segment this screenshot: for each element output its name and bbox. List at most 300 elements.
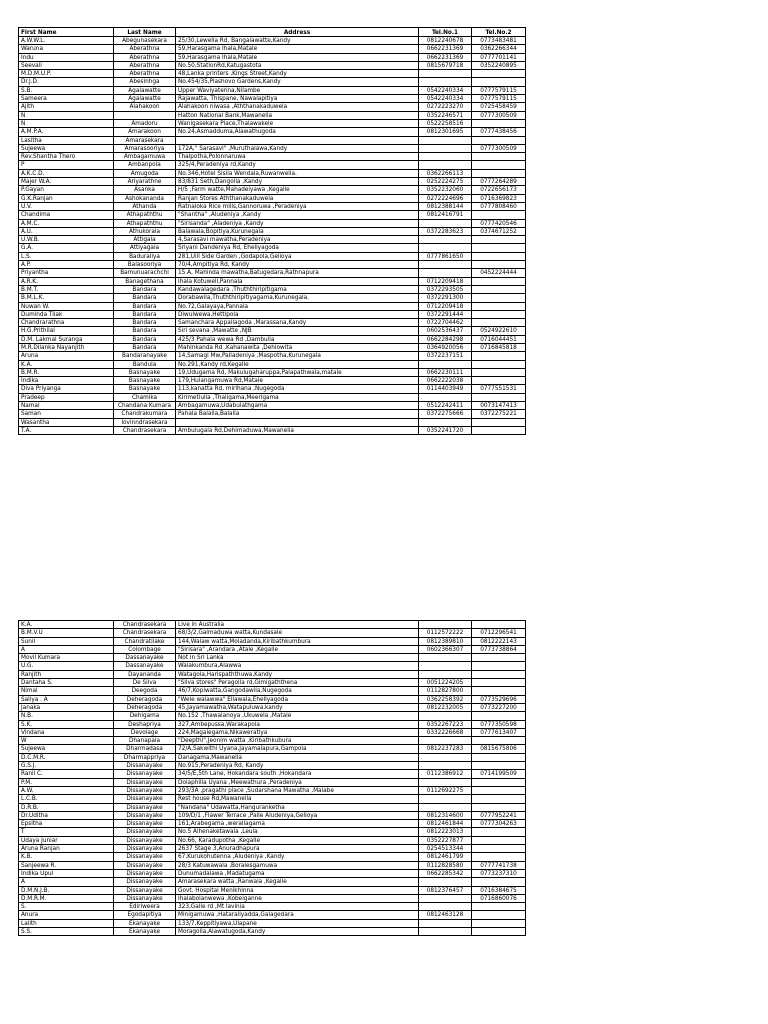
table-row: [19, 820, 526, 828]
tel-1-cell: 0252224275: [419, 178, 472, 186]
table-row: [19, 144, 526, 152]
address-cell: 72/A,Sakwithi Uyana,Jayamalapura,Gampola: [176, 745, 419, 753]
tel-1-cell: [419, 360, 472, 368]
last-name-cell: Amarasooriya: [114, 144, 176, 152]
first-name-cell: Udaya Juniar: [19, 836, 114, 844]
last-name-cell: Bandara: [114, 302, 176, 310]
address-cell: [176, 418, 419, 426]
table-row: [19, 662, 526, 670]
first-name-cell: Ajith: [19, 103, 114, 111]
address-cell: Sriyani Dandeniya Rd, Eheliyagoda: [176, 244, 419, 252]
tel-2-cell: [472, 236, 526, 244]
address-cell: 4,Sarasavi mawatha,Peradeniya: [176, 236, 419, 244]
first-name-cell: A.K.C.D.: [19, 169, 114, 177]
last-name-cell: Bandara: [114, 327, 176, 335]
last-name-cell: Chandrasekara: [114, 629, 176, 637]
tel-1-cell: 0372283623: [419, 227, 472, 235]
tel-1-cell: 0712209418: [419, 302, 472, 310]
tel-2-cell: [472, 352, 526, 360]
address-cell: 293/3A ,pragathi place ,Sudarshana Mawatha ,Malabe: [176, 786, 419, 794]
address-cell: "Sirisara" ,Arandara ,Atale ,Kegalle: [176, 645, 419, 653]
tel-2-cell: [472, 244, 526, 252]
table-row: [19, 927, 526, 935]
last-name-cell: [114, 111, 176, 119]
table-row: [19, 136, 526, 144]
tel-1-cell: 0722704462: [419, 319, 472, 327]
tel-2-cell: 0716369823: [472, 194, 526, 202]
table-row: [19, 861, 526, 869]
address-cell: Mahinkanda Rd ,Kahanawita ,Dehiowita: [176, 343, 419, 351]
first-name-cell: Duminda Tilak: [19, 310, 114, 318]
table-row: [19, 178, 526, 186]
first-name-cell: Aruna: [19, 352, 114, 360]
last-name-cell: Dissanayake: [114, 795, 176, 803]
first-name-cell: D.M.N.J.B.: [19, 886, 114, 894]
last-name-cell: Asanka: [114, 186, 176, 194]
table-row: [19, 368, 526, 376]
tel-1-cell: [419, 670, 472, 678]
last-name-cell: Dissanayake: [114, 886, 176, 894]
table-row: [19, 261, 526, 269]
address-cell: Alahakoon niwasa ,Aththanakaduwela: [176, 103, 419, 111]
last-name-cell: Ashokananda: [114, 194, 176, 202]
first-name-cell: K.A.: [19, 621, 114, 629]
tel-2-cell: [472, 670, 526, 678]
tel-1-cell: 0542240334: [419, 86, 472, 94]
tel-1-cell: 0812376457: [419, 886, 472, 894]
first-name-cell: Janaka: [19, 703, 114, 711]
first-name-cell: P: [19, 161, 114, 169]
tel-2-cell: 0812222143: [472, 637, 526, 645]
last-name-cell: Deegoda: [114, 687, 176, 695]
last-name-cell: Bamunuarachchi: [114, 269, 176, 277]
address-cell: 109/D/1 ,Flawer Terrace ,Palle Aludeniya,Gelioya: [176, 811, 419, 819]
tel-1-cell: 0812416791: [419, 211, 472, 219]
tel-1-cell: 0114403949: [419, 385, 472, 393]
first-name-cell: U.W.B.: [19, 236, 114, 244]
address-cell: Ihalabolanwewa ,Kobeiganne: [176, 894, 419, 902]
last-name-cell: Dissanayake: [114, 853, 176, 861]
last-name-cell: Athapaththu: [114, 211, 176, 219]
address-cell: No.50,StationRd,Katugastota: [176, 61, 419, 69]
tel-1-cell: 0364920056: [419, 343, 472, 351]
first-name-cell: Ranjith: [19, 670, 114, 678]
table-row: [19, 202, 526, 210]
table-row: [19, 645, 526, 653]
first-name-cell: Dr.Uditha: [19, 811, 114, 819]
first-name-cell: T: [19, 828, 114, 836]
tel-1-cell: [419, 778, 472, 786]
address-cell: Not in Sri Lanka: [176, 654, 419, 662]
table-row: [19, 836, 526, 844]
tel-2-cell: [472, 319, 526, 327]
table-row: [19, 236, 526, 244]
table-row: [19, 762, 526, 770]
table-row: [19, 426, 526, 434]
address-cell: 172A," Sarasavi" ,Muruthalawa,Kandy: [176, 144, 419, 152]
tel-2-cell: [472, 261, 526, 269]
address-cell: Watagola,Harispaththuwa,Kandy: [176, 670, 419, 678]
last-name-cell: Chandrakumara: [114, 410, 176, 418]
first-name-cell: H.G.Prithilal: [19, 327, 114, 335]
last-name-cell: Dissanayake: [114, 770, 176, 778]
address-cell: H/5 ,Farm watte,Mahadeiyawa ,Kegalle: [176, 186, 419, 194]
tel-1-cell: [419, 803, 472, 811]
first-name-cell: Waruna: [19, 45, 114, 53]
tel-2-cell: [472, 878, 526, 886]
tel-2-cell: 0712296541: [472, 629, 526, 637]
address-cell: 25/30,Lewella Rd, Bangalawatte,Kandy: [176, 37, 419, 45]
tel-1-cell: 0372291444: [419, 310, 472, 318]
last-name-cell: Deheragoda: [114, 703, 176, 711]
tel-2-cell: 0777579115: [472, 86, 526, 94]
address-cell: 323,Galle rd ,Mt lavinia: [176, 903, 419, 911]
tel-1-cell: 0812388144: [419, 202, 472, 210]
last-name-cell: Deheragoda: [114, 695, 176, 703]
address-cell: 113,kanatta Rd, mirihana ,Nugegoda: [176, 385, 419, 393]
last-name-cell: Dissanayake: [114, 820, 176, 828]
address-cell: 45,Jayamawatha,Watapuluwa,kandy: [176, 703, 419, 711]
table-row: [19, 911, 526, 919]
first-name-cell: M.D.M.U.P.: [19, 70, 114, 78]
table-row: [19, 161, 526, 169]
tel-2-cell: [472, 377, 526, 385]
address-cell: Moragolla,Alawatugoda,Kandy: [176, 927, 419, 935]
last-name-cell: Ekanayake: [114, 919, 176, 927]
address-cell: No.66, Karadupotha ,Kegalle: [176, 836, 419, 844]
last-name-cell: Ambagamuwa: [114, 153, 176, 161]
address-cell: No.454/35,Piashovo Gardens,Kandy: [176, 78, 419, 86]
first-name-cell: Chandima: [19, 211, 114, 219]
tel-1-cell: 0602366307: [419, 645, 472, 653]
table-row: [19, 803, 526, 811]
last-name-cell: Amugoda: [114, 169, 176, 177]
table-row: [19, 45, 526, 53]
first-name-cell: Sameera: [19, 95, 114, 103]
address-cell: No.346,Hotel Sisila Wendala,Ruwanwella.: [176, 169, 419, 177]
address-cell: No.291,Kandy rd,Kegalle: [176, 360, 419, 368]
tel-1-cell: 0272224696: [419, 194, 472, 202]
first-name-cell: G.K.Ranjan: [19, 194, 114, 202]
tel-1-cell: 0112692275: [419, 786, 472, 794]
table-row: [19, 153, 526, 161]
address-cell: Rest house Rd,Mawanella: [176, 795, 419, 803]
address-cell: 46/7,Kopiwatta,Gangodawila,Nugegoda: [176, 687, 419, 695]
address-cell: "Silva stores" Peragolla rd,Gimigaththena: [176, 679, 419, 687]
address-cell: No.5 Alhenaketawala ,Leula: [176, 828, 419, 836]
first-name-cell: S.S.: [19, 927, 114, 935]
last-name-cell: Devolage: [114, 728, 176, 736]
first-name-cell: Anura: [19, 911, 114, 919]
table-row: [19, 679, 526, 687]
table-row: [19, 828, 526, 836]
address-cell: 48,Lanka printers ,Kings Street,Kandy: [176, 70, 419, 78]
table-row: [19, 654, 526, 662]
tel-2-cell: [472, 927, 526, 935]
last-name-cell: Dissanayake: [114, 762, 176, 770]
tel-2-cell: [472, 310, 526, 318]
tel-2-cell: [472, 360, 526, 368]
tel-1-cell: 0352227877: [419, 836, 472, 844]
table-row: [19, 302, 526, 310]
tel-2-cell: [472, 712, 526, 720]
first-name-cell: D.M. Lakmal Suranga: [19, 335, 114, 343]
first-name-cell: Seevali: [19, 61, 114, 69]
tel-2-cell: 0777438456: [472, 128, 526, 136]
first-name-cell: S.K.: [19, 720, 114, 728]
tel-1-cell: 0112386912: [419, 770, 472, 778]
tel-2-cell: [472, 418, 526, 426]
tel-2-cell: [472, 679, 526, 687]
table-row: [19, 227, 526, 235]
tel-1-cell: 0352232060: [419, 186, 472, 194]
tel-1-cell: 0815679718: [419, 61, 472, 69]
tel-2-cell: [472, 919, 526, 927]
first-name-cell: Indika Upul: [19, 869, 114, 877]
table-row: [19, 795, 526, 803]
table-row: [19, 919, 526, 927]
tel-2-cell: 0352240895: [472, 61, 526, 69]
first-name-cell: Nimal: [19, 687, 114, 695]
tel-2-cell: 0374671252: [472, 227, 526, 235]
tel-2-cell: [472, 836, 526, 844]
tel-2-cell: [472, 136, 526, 144]
address-cell: No.152 ,Thawalanoya ,Ukuwela ,Matale: [176, 712, 419, 720]
last-name-cell: Abegunasekara: [114, 37, 176, 45]
address-cell: "Sirisanda" ,Aladeniya ,Kandy: [176, 219, 419, 227]
tel-2-cell: 0777701141: [472, 53, 526, 61]
table-row: [19, 103, 526, 111]
table-row: [19, 128, 526, 136]
table-row: [19, 335, 526, 343]
address-cell: [176, 136, 419, 144]
first-name-cell: A.U.: [19, 227, 114, 235]
table-row: [19, 853, 526, 861]
first-name-cell: Majer W.A.: [19, 178, 114, 186]
table-row: [19, 211, 526, 219]
first-name-cell: Sunil: [19, 637, 114, 645]
first-name-cell: U.V.: [19, 202, 114, 210]
table-row: [19, 95, 526, 103]
tel-1-cell: 0352267223: [419, 720, 472, 728]
first-name-cell: Lalith: [19, 919, 114, 927]
tel-2-cell: [472, 662, 526, 670]
first-name-cell: Dantaha S.: [19, 679, 114, 687]
address-cell: Kandawalagedara ,Thuththiripitigama: [176, 285, 419, 293]
table-row: [19, 310, 526, 318]
tel-2-cell: 0372275221: [472, 410, 526, 418]
address-cell: Pahala Balalla,Balalla: [176, 410, 419, 418]
first-name-cell: Vindana: [19, 728, 114, 736]
tel-1-cell: 0812461844: [419, 820, 472, 828]
tel-1-cell: [419, 161, 472, 169]
table-row: [19, 418, 526, 426]
first-name-cell: K.A.: [19, 360, 114, 368]
tel-1-cell: 0812301695: [419, 128, 472, 136]
tel-2-cell: 0524922610: [472, 327, 526, 335]
last-name-cell: Bandara: [114, 319, 176, 327]
tel-2-cell: [472, 803, 526, 811]
first-name-cell: D.M.R.M.: [19, 894, 114, 902]
tel-1-cell: [419, 136, 472, 144]
first-name-cell: Indika: [19, 377, 114, 385]
first-name-cell: Lasitha: [19, 136, 114, 144]
last-name-cell: Dharmadasa: [114, 745, 176, 753]
tel-2-cell: 0815675806: [472, 745, 526, 753]
address-cell: 15 A, Mahinda mawatha,Batugedara,Rathnapura: [176, 269, 419, 277]
last-name-cell: Dissanayake: [114, 869, 176, 877]
first-name-cell: A.P.: [19, 261, 114, 269]
address-cell: Dorabawila,Thuththiripitiyagama,Kurunegala.: [176, 294, 419, 302]
tel-1-cell: [419, 903, 472, 911]
table-row: [19, 712, 526, 720]
tel-1-cell: 0362266113: [419, 169, 472, 177]
address-cell: Walakumbura,Alawwa: [176, 662, 419, 670]
last-name-cell: Ediriweera: [114, 903, 176, 911]
first-name-cell: G.A.: [19, 244, 114, 252]
first-name-cell: N.B.: [19, 712, 114, 720]
first-name-cell: S.B.: [19, 86, 114, 94]
last-name-cell: Bandara: [114, 310, 176, 318]
table-row: [19, 119, 526, 127]
tel-1-cell: 0051224205: [419, 679, 472, 687]
last-name-cell: Chandana Kumara: [114, 402, 176, 410]
first-name-cell: Pradeep: [19, 393, 114, 401]
table-row: [19, 845, 526, 853]
table-row: [19, 886, 526, 894]
address-cell: No.915,Peradeniya Rd, Kandy: [176, 762, 419, 770]
header-row: [19, 28, 526, 37]
table-row: [19, 402, 526, 410]
last-name-cell: Agalawatte: [114, 86, 176, 94]
tel-1-cell: 0812389810: [419, 637, 472, 645]
tel-1-cell: 0352246571: [419, 111, 472, 119]
first-name-cell: S.: [19, 903, 114, 911]
tel-2-cell: 0777613407: [472, 728, 526, 736]
table-row: [19, 778, 526, 786]
first-name-cell: Saliya . A: [19, 695, 114, 703]
tel-2-cell: [472, 853, 526, 861]
last-name-cell: Aberathna: [114, 70, 176, 78]
last-name-cell: Amadoru: [114, 119, 176, 127]
first-name-cell: B.M.L.K.: [19, 294, 114, 302]
tel-1-cell: 0372275666: [419, 410, 472, 418]
tel-2-cell: [472, 621, 526, 629]
address-cell: Ambagamuwa,Udabulathgama: [176, 402, 419, 410]
last-name-cell: Dissanayake: [114, 803, 176, 811]
table-row: [19, 385, 526, 393]
last-name-cell: Banagethana: [114, 277, 176, 285]
tel-1-cell: 0812223013: [419, 828, 472, 836]
table-row: [19, 343, 526, 351]
tel-1-cell: 0112572222: [419, 629, 472, 637]
tel-2-cell: 0773237310: [472, 869, 526, 877]
last-name-cell: Athanda: [114, 202, 176, 210]
table-row: [19, 629, 526, 637]
tel-1-cell: [419, 261, 472, 269]
tel-1-cell: 0272223270: [419, 103, 472, 111]
table-row: [19, 869, 526, 877]
first-name-cell: P.M.: [19, 778, 114, 786]
last-name-cell: Balasooriya: [114, 261, 176, 269]
tel-2-cell: [472, 903, 526, 911]
first-name-cell: L.S.: [19, 252, 114, 260]
address-cell: 34/5/E,5th Lane, Hokandara south ,Hokandara: [176, 770, 419, 778]
first-name-cell: W: [19, 737, 114, 745]
tel-1-cell: 0254513344: [419, 845, 472, 853]
tel-2-cell: [472, 294, 526, 302]
address-cell: 14,Samagi Mw,Palladeniya ,Maspotha,Kurunegala: [176, 352, 419, 360]
tel-1-cell: [419, 70, 472, 78]
address-cell: 28/3 Katuwawala ,Boralesgamuwa: [176, 861, 419, 869]
tel-2-cell: [472, 426, 526, 434]
tel-1-cell: 0332226668: [419, 728, 472, 736]
address-cell: Wanigasekara Place,Thalawakele: [176, 119, 419, 127]
first-name-cell: A.W.W.L.: [19, 37, 114, 45]
last-name-cell: Chandratilake: [114, 637, 176, 645]
first-name-cell: K.B.: [19, 853, 114, 861]
tel-2-cell: [472, 737, 526, 745]
address-cell: Danagama,Mawanella: [176, 753, 419, 761]
address-cell: Hatton National Bank,Mawanella: [176, 111, 419, 119]
address-cell: "Deepthi",Jeonim watta ,Kiribathkubura: [176, 737, 419, 745]
tel-2-cell: 0773483481: [472, 37, 526, 45]
tel-1-cell: [419, 927, 472, 935]
last-name-cell: Chamika: [114, 393, 176, 401]
tel-2-cell: 0714199509: [472, 770, 526, 778]
table-row: [19, 728, 526, 736]
first-name-cell: D.C.M.R.: [19, 753, 114, 761]
tel-1-cell: [419, 753, 472, 761]
tel-2-cell: [472, 393, 526, 401]
tel-2-cell: 0777551531: [472, 385, 526, 393]
tel-1-cell: [419, 795, 472, 803]
table-row: [19, 695, 526, 703]
tel-1-cell: 0662230111: [419, 368, 472, 376]
last-name-cell: Bandara: [114, 285, 176, 293]
address-cell: 161,Arabegama ,werallagama: [176, 820, 419, 828]
tel-1-cell: 0812463128: [419, 911, 472, 919]
address-cell: 281,Uill Side Garden ,Godapola,Gelioya: [176, 252, 419, 260]
first-name-cell: G.S.J.: [19, 762, 114, 770]
table-row: [19, 737, 526, 745]
table-row: [19, 637, 526, 645]
header-first-name: First Name: [19, 28, 114, 37]
tel-2-cell: 0773529696: [472, 695, 526, 703]
tel-2-cell: 0777741738: [472, 861, 526, 869]
tel-1-cell: 0812237283: [419, 745, 472, 753]
table-row: [19, 410, 526, 418]
table-row: [19, 244, 526, 252]
first-name-cell: B.M.R.: [19, 368, 114, 376]
address-cell: 425/3 Pahala wewa Rd ,Dambulla: [176, 335, 419, 343]
first-name-cell: T.A.: [19, 426, 114, 434]
tel-2-cell: [472, 795, 526, 803]
last-name-cell: Chandrasekara: [114, 621, 176, 629]
first-name-cell: A.M.C.: [19, 219, 114, 227]
last-name-cell: Bandaranayake: [114, 352, 176, 360]
table-row: [19, 277, 526, 285]
address-cell: 68/3/2,Galmaduwa watta,Kundasale: [176, 629, 419, 637]
address-cell: "Shantha" ,Aludeniya ,Kandy: [176, 211, 419, 219]
address-cell: 70/4,Ampitiya Rd, Kandy: [176, 261, 419, 269]
first-name-cell: A.W.: [19, 786, 114, 794]
address-cell: Diwulwewa,Hettipola: [176, 310, 419, 318]
address-cell: 83/831 Seth,Dangolla ,Kandy: [176, 178, 419, 186]
table-row: [19, 770, 526, 778]
tel-1-cell: 0522258516: [419, 119, 472, 127]
last-name-cell: Dissanayake: [114, 836, 176, 844]
